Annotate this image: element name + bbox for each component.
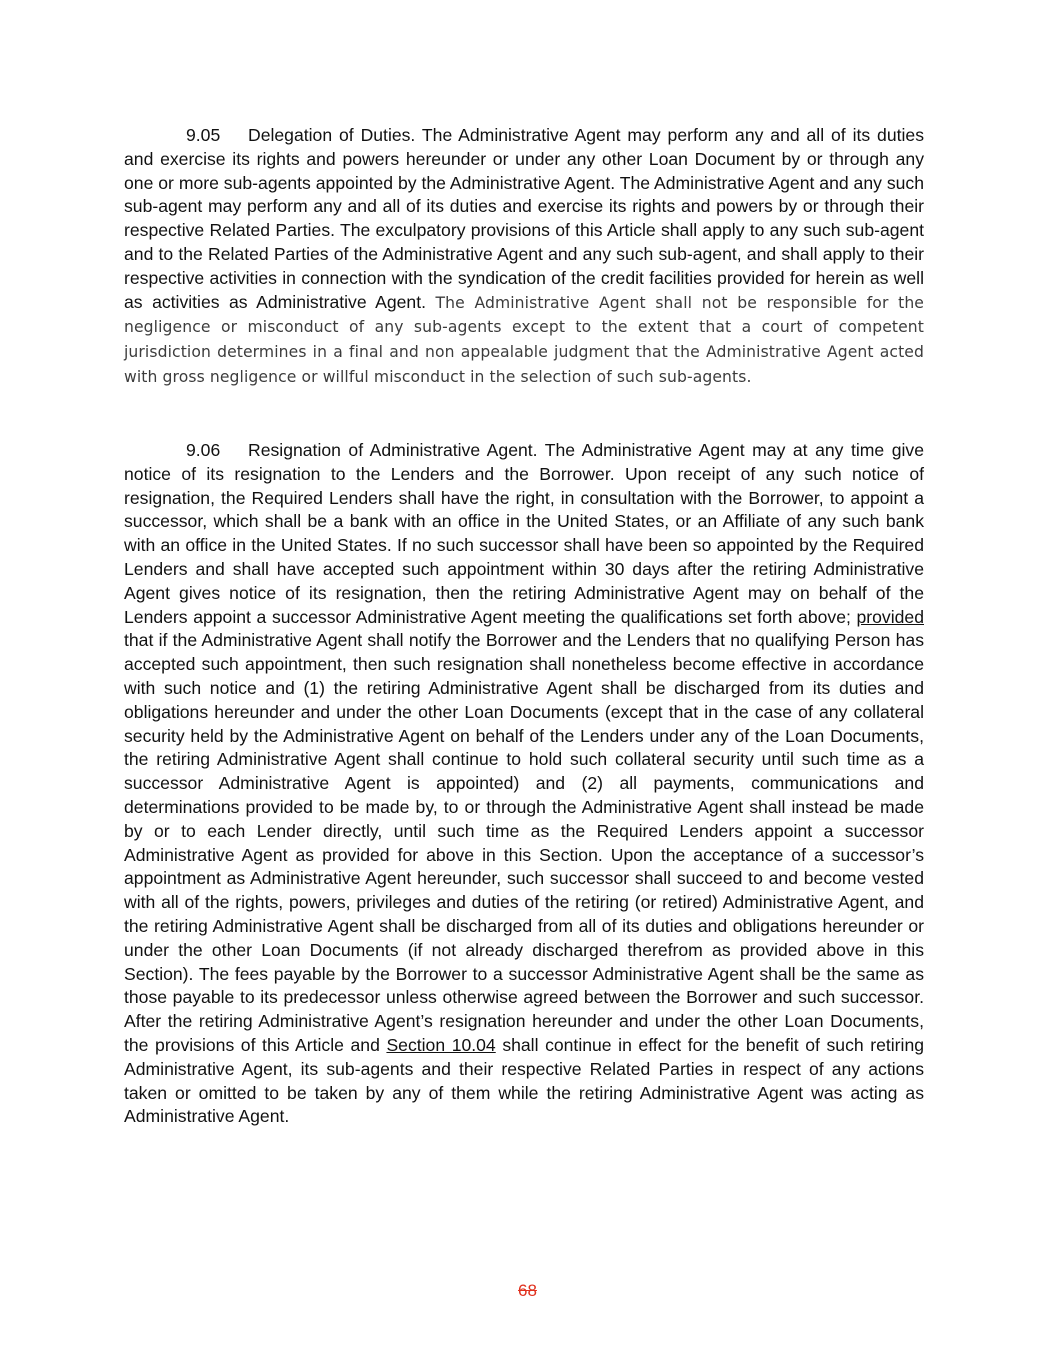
page-number: 68 <box>518 1281 537 1300</box>
section-9-06-paragraph <box>124 439 924 1129</box>
section-number: 9.05 <box>186 125 221 145</box>
section-body-part-3: shall continue in effect for the benefit of such retiring Administrative Agent, its sub-agents and their respective Related Parties in respect of any actions taken or omitted to be taken by any of them while the retiring Administrative Agent was acting as Administrative Agent. <box>124 1034 925 1127</box>
section-body-part-1: The Administrative Agent may at any time give notice of its resignation to the Lenders and the Borrower. Upon receipt of any such notice of resignation, the Required Lenders shall have the right, in consultation with the Borrower, to appoint a successor, which shall be a bank with an office in the United States, or an Affiliate of any such bank with an office in the United States. If no such successor shall have been so appointed by the Required Lenders and shall have accepted such appointment within 30 days after the retiring Administrative Agent gives notice of its resignation, then the retiring Administrative Agent may on behalf of the Lenders appoint a successor Administrative Agent meeting the qualifications set forth above; <box>124 440 924 627</box>
section-heading: Delegation of Duties. <box>248 125 416 145</box>
section-heading: Resignation of Administrative Agent. <box>248 440 538 460</box>
inserted-text: The Administrative Agent shall not be responsible for the negligence or misconduct of any sub-agents except to the extent that a court of competent jurisdiction determines in a final and non appealable judgment that the Administrative Agent acted with gross negligence or willful misconduct in the selection of such sub-agents. <box>124 293 925 386</box>
section-body: The Administrative Agent may perform any and all of its duties and exercise its rights and powers hereunder or under any other Loan Document by or through any one or more sub-agents appointed by the Administrative Agent. The Administrative Agent and any such sub-agent may perform any and all of its duties and exercise its rights and powers by or through their respective Related Parties. The exculpatory provisions of this Article shall apply to any such sub-agent and to the Related Parties of the Administrative Agent and any such sub-agent, and shall apply to their respective activities in connection with the syndication of the credit facilities provided for herein as well as activities as Administrative Agent. <box>124 125 925 312</box>
section-9-05-paragraph <box>124 124 924 390</box>
section-reference-link[interactable]: Section 10.04 <box>386 1034 496 1055</box>
section-number: 9.06 <box>186 440 221 460</box>
provided-term: provided <box>856 606 924 627</box>
section-body-part-2: that if the Administrative Agent shall notify the Borrower and the Lenders that no qualifying Person has accepted such appointment, then such resignation shall nonetheless become effective in accordance with such notice and (1) the retiring Administrative Agent shall be discharged from its duties and obligations hereunder and under the other Loan Documents (except that in the case of any collateral security held by the Administrative Agent on behalf of the Lenders under any of the Loan Documents, the retiring Administrative Agent shall continue to hold such collateral security until such time as a successor Administrative Agent is appointed) and (2) all payments, communications and determinations provided to be made by, to or through the Administrative Agent shall instead be made by or to each Lender directly, until such time as the Required Lenders appoint a successor Administrative Agent as provided for above in this Section. Upon the acceptance of a successor’s appointment as Administrative Agent hereunder, such successor shall succeed to and become vested with all of the rights, powers, privileges and duties of the retiring (or retired) Administrative Agent, and the retiring Administrative Agent shall be discharged from all of its duties and obligations hereunder or under the other Loan Documents (if not already discharged therefrom as provided above in this Section). The fees payable by the Borrower to a successor Administrative Agent shall be the same as those payable to its predecessor unless otherwise agreed between the Borrower and such successor. After the retiring Administrative Agent’s resignation hereunder and under the other Loan Documents, the provisions of this Article and <box>124 630 924 1055</box>
